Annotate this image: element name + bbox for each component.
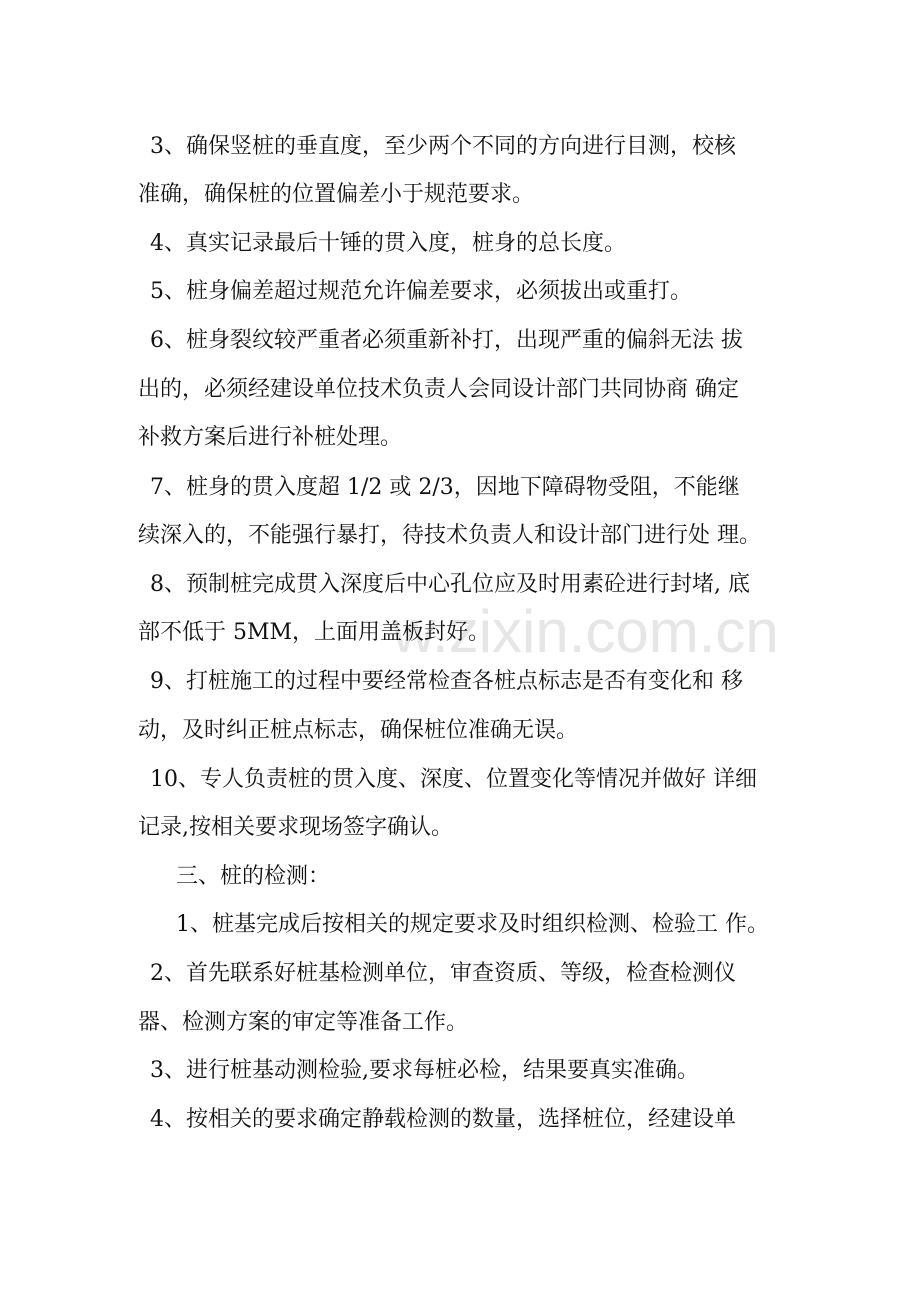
text-line: 动，及时纠正桩点标志，确保桩位准确无误。 bbox=[138, 718, 579, 743]
text-line: 准确，确保桩的位置偏差小于规范要求。 bbox=[138, 182, 535, 207]
text-line: 8、预制桩完成贯入深度后中心孔位应及时用素砼进行封堵, 底 bbox=[150, 572, 750, 597]
text-line: 补救方案后进行补桩处理。 bbox=[138, 425, 403, 450]
text-line: 记录,按相关要求现场签字确认。 bbox=[138, 815, 453, 840]
section-heading: 三、桩的检测： bbox=[176, 864, 331, 889]
text-line: 9、打桩施工的过程中要经常检查各桩点标志是否有变化和 移 bbox=[150, 669, 743, 694]
text-line: 7、桩身的贯入度超 1/2 或 2/3，因地下障碍物受阻，不能继 bbox=[150, 475, 740, 500]
text-line: 4、真实记录最后十锤的贯入度，桩身的总长度。 bbox=[150, 231, 626, 256]
text-line: 10、专人负责桩的贯入度、深度、位置变化等情况并做好 详细 bbox=[150, 767, 757, 792]
text-line: 出的，必须经建设单位技术负责人会同设计部门共同协商 确定 bbox=[138, 377, 739, 402]
text-line: 5、桩身偏差超过规范允许偏差要求，必须拔出或重打。 bbox=[150, 279, 692, 304]
text-line: 续深入的，不能强行暴打，待技术负责人和设计部门进行处 理。 bbox=[138, 523, 761, 548]
text-line: 3、确保竖桩的垂直度，至少两个不同的方向进行目测，校核 bbox=[150, 134, 736, 159]
watermark-text: w.zixin.com.cn bbox=[392, 598, 779, 665]
text-line: 1、桩基完成后按相关的规定要求及时组织检测、检验工 作。 bbox=[176, 912, 769, 937]
text-line: 2、首先联系好桩基检测单位，审查资质、等级，检查检测仪 bbox=[150, 961, 736, 986]
text-line: 器、检测方案的审定等准备工作。 bbox=[138, 1010, 469, 1035]
text-line: 部不低于 5MM，上面用盖板封好。 bbox=[138, 620, 491, 645]
text-line: 6、桩身裂纹较严重者必须重新补打，出现严重的偏斜无法 拔 bbox=[150, 328, 743, 353]
text-line: 3、进行桩基动测检验,要求每桩必检，结果要真实准确。 bbox=[150, 1058, 699, 1083]
text-line: 4、按相关的要求确定静载检测的数量，选择桩位，经建设单 bbox=[150, 1107, 736, 1132]
